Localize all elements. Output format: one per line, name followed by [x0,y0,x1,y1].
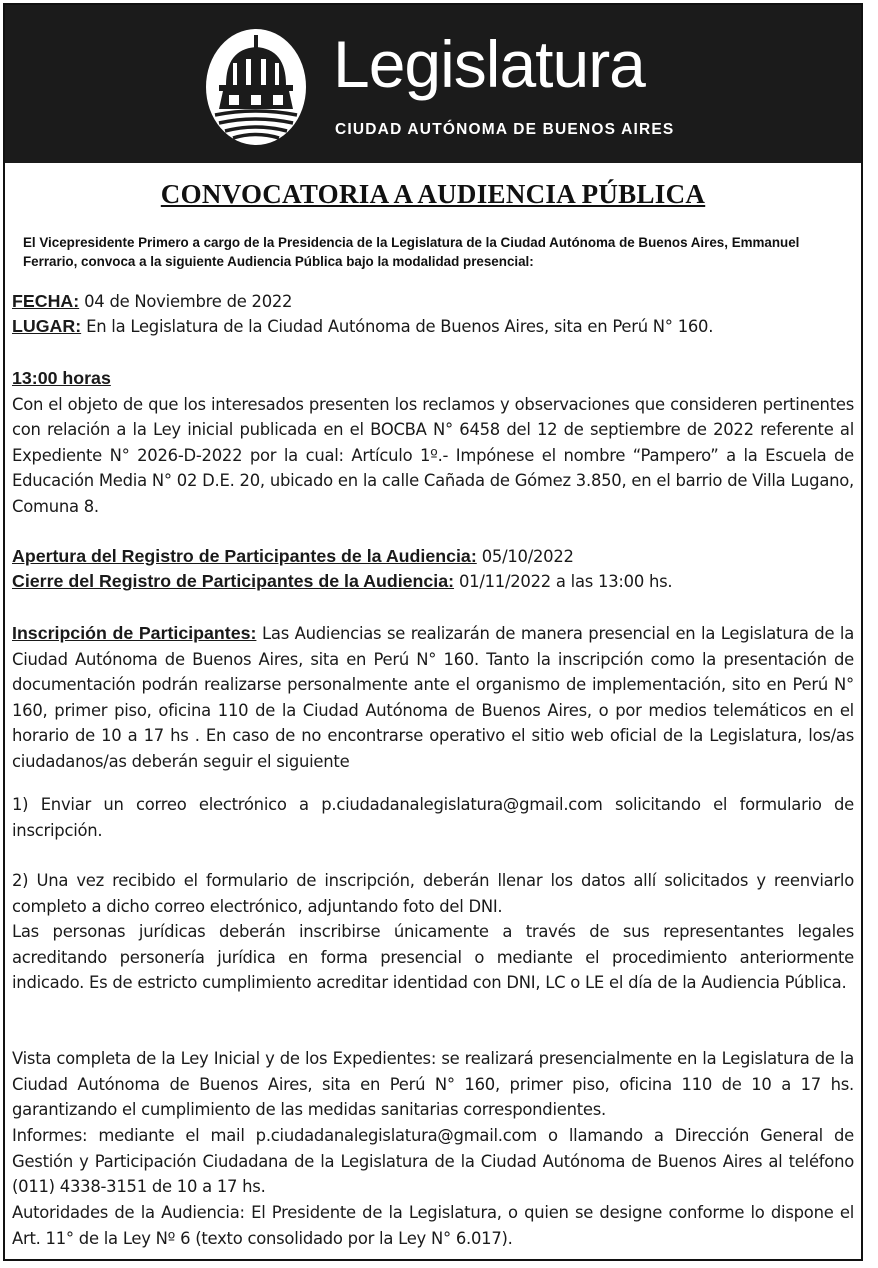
intro-paragraph: El Vicepresidente Primero a cargo de la Presidencia de la Legislatura de la Ciudad Autónoma de Buenos Aires, Emmanuel Ferrario, convoca a la siguiente Audiencia Pública bajo la modalidad presencial: [23,235,800,269]
time-label: 13:00 horas [12,368,111,388]
legislature-dome-logo [201,27,311,147]
step-1: 1) Enviar un correo electrónico a p.ciudadanalegislatura@gmail.com solicitando el formulario de inscripción. [12,795,854,840]
time-section [12,366,854,519]
inscription-section [12,621,854,774]
opening-value: 05/10/2022 [476,547,574,566]
place-line [12,314,854,340]
closing-label: Cierre del Registro de Participantes de la Audiencia: [12,571,455,591]
legal-entities-paragraph: Las personas jurídicas deberán inscribirse únicamente a través de sus representantes legales acreditando personería jurídica en forma presencial o mediante el procedimiento anteriormente indicado. Es de estricto cumplimiento acreditar identidad con DNI, LC o LE el día de la Audiencia Pública. [12,922,854,992]
inscription-text: Las Audiencias se realizarán de manera presencial en la Legislatura de la Ciudad Autónoma de Buenos Aires, sita en Perú N° 160. Tanto la inscripción como la presentación de documentación podrán realizarse personalmente ante el organismo de implementación, sito en Perú N° 160, primer piso, oficina 110 de la Ciudad Autónoma de Buenos Aires, o por medios telemáticos en el horario de 10 a 17 hs . En caso de no encontrarse operativo el sitio web oficial de la Legislatura, los/as ciudadanos/as deberán seguir el siguiente [12,624,855,771]
opening-label: Apertura del Registro de Participantes de la Audiencia: [12,546,477,566]
opening-line [12,544,854,570]
page-title: CONVOCATORIA A AUDIENCIA PÚBLICA [160,179,706,209]
step-2: 2) Una vez recibido el formulario de inscripción, deberán llenar los datos allí solicitados y reenviarlo completo a dicho correo electrónico, adjuntando foto del DNI. [12,871,854,916]
time-text: Con el objeto de que los interesados presenten los reclamos y observaciones que consideren pertinentes con relación a la Ley inicial publicada en el BOCBA N° 6458 del 12 de septiembre de 2022 referente al Expediente N° 2026-D-2022 por la cual: Artículo 1º.- Impónese el nombre “Pampero” a la Escuela de Educación Media N° 02 D.E. 20, ubicado en la calle Cañada de Gómez 3.850, en el barrio de Villa Lugano, Comuna 8. [12,394,854,516]
notice-frame [3,3,863,1261]
brand-name: Legislatura [333,27,645,101]
closing-line [12,569,854,595]
header-banner [5,5,861,163]
inscription-label: Inscripción de Participantes: [12,623,257,643]
authorities-paragraph: Autoridades de la Audiencia: El Presidente de la Legislatura, o quien se designe conforme lo dispone el Art. 11° de la Ley Nº 6 (texto consolidado por la Ley N° 6.017). [12,1203,854,1248]
place-label: LUGAR: [12,316,82,336]
full-view-paragraph: Vista completa de la Ley Inicial y de los Expedientes: se realizará presencialmente en la Legislatura de la Ciudad Autónoma de Buenos Aires, sita en Perú N° 160, primer piso, oficina 110 de 10 a 17 hs. garantizando el cumplimiento de las medidas sanitarias correspondientes. [12,1049,854,1119]
closing-value: 01/11/2022 a las 13:00 hs. [454,572,673,591]
date-value: 04 de Noviembre de 2022 [79,292,293,311]
brand-subtitle: CIUDAD AUTÓNOMA DE BUENOS AIRES [335,121,675,138]
date-label: FECHA: [12,291,80,311]
place-value: En la Legislatura de la Ciudad Autónoma de Buenos Aires, sita en Perú N° 160. [81,317,714,336]
date-line [12,289,854,315]
info-paragraph: Informes: mediante el mail p.ciudadanalegislatura@gmail.com o llamando a Dirección General de Gestión y Participación Ciudadana de la Legislatura de la Ciudad Autónoma de Buenos Aires al teléfono (011) 4338-3151 de 10 a 17 hs. [12,1126,854,1196]
